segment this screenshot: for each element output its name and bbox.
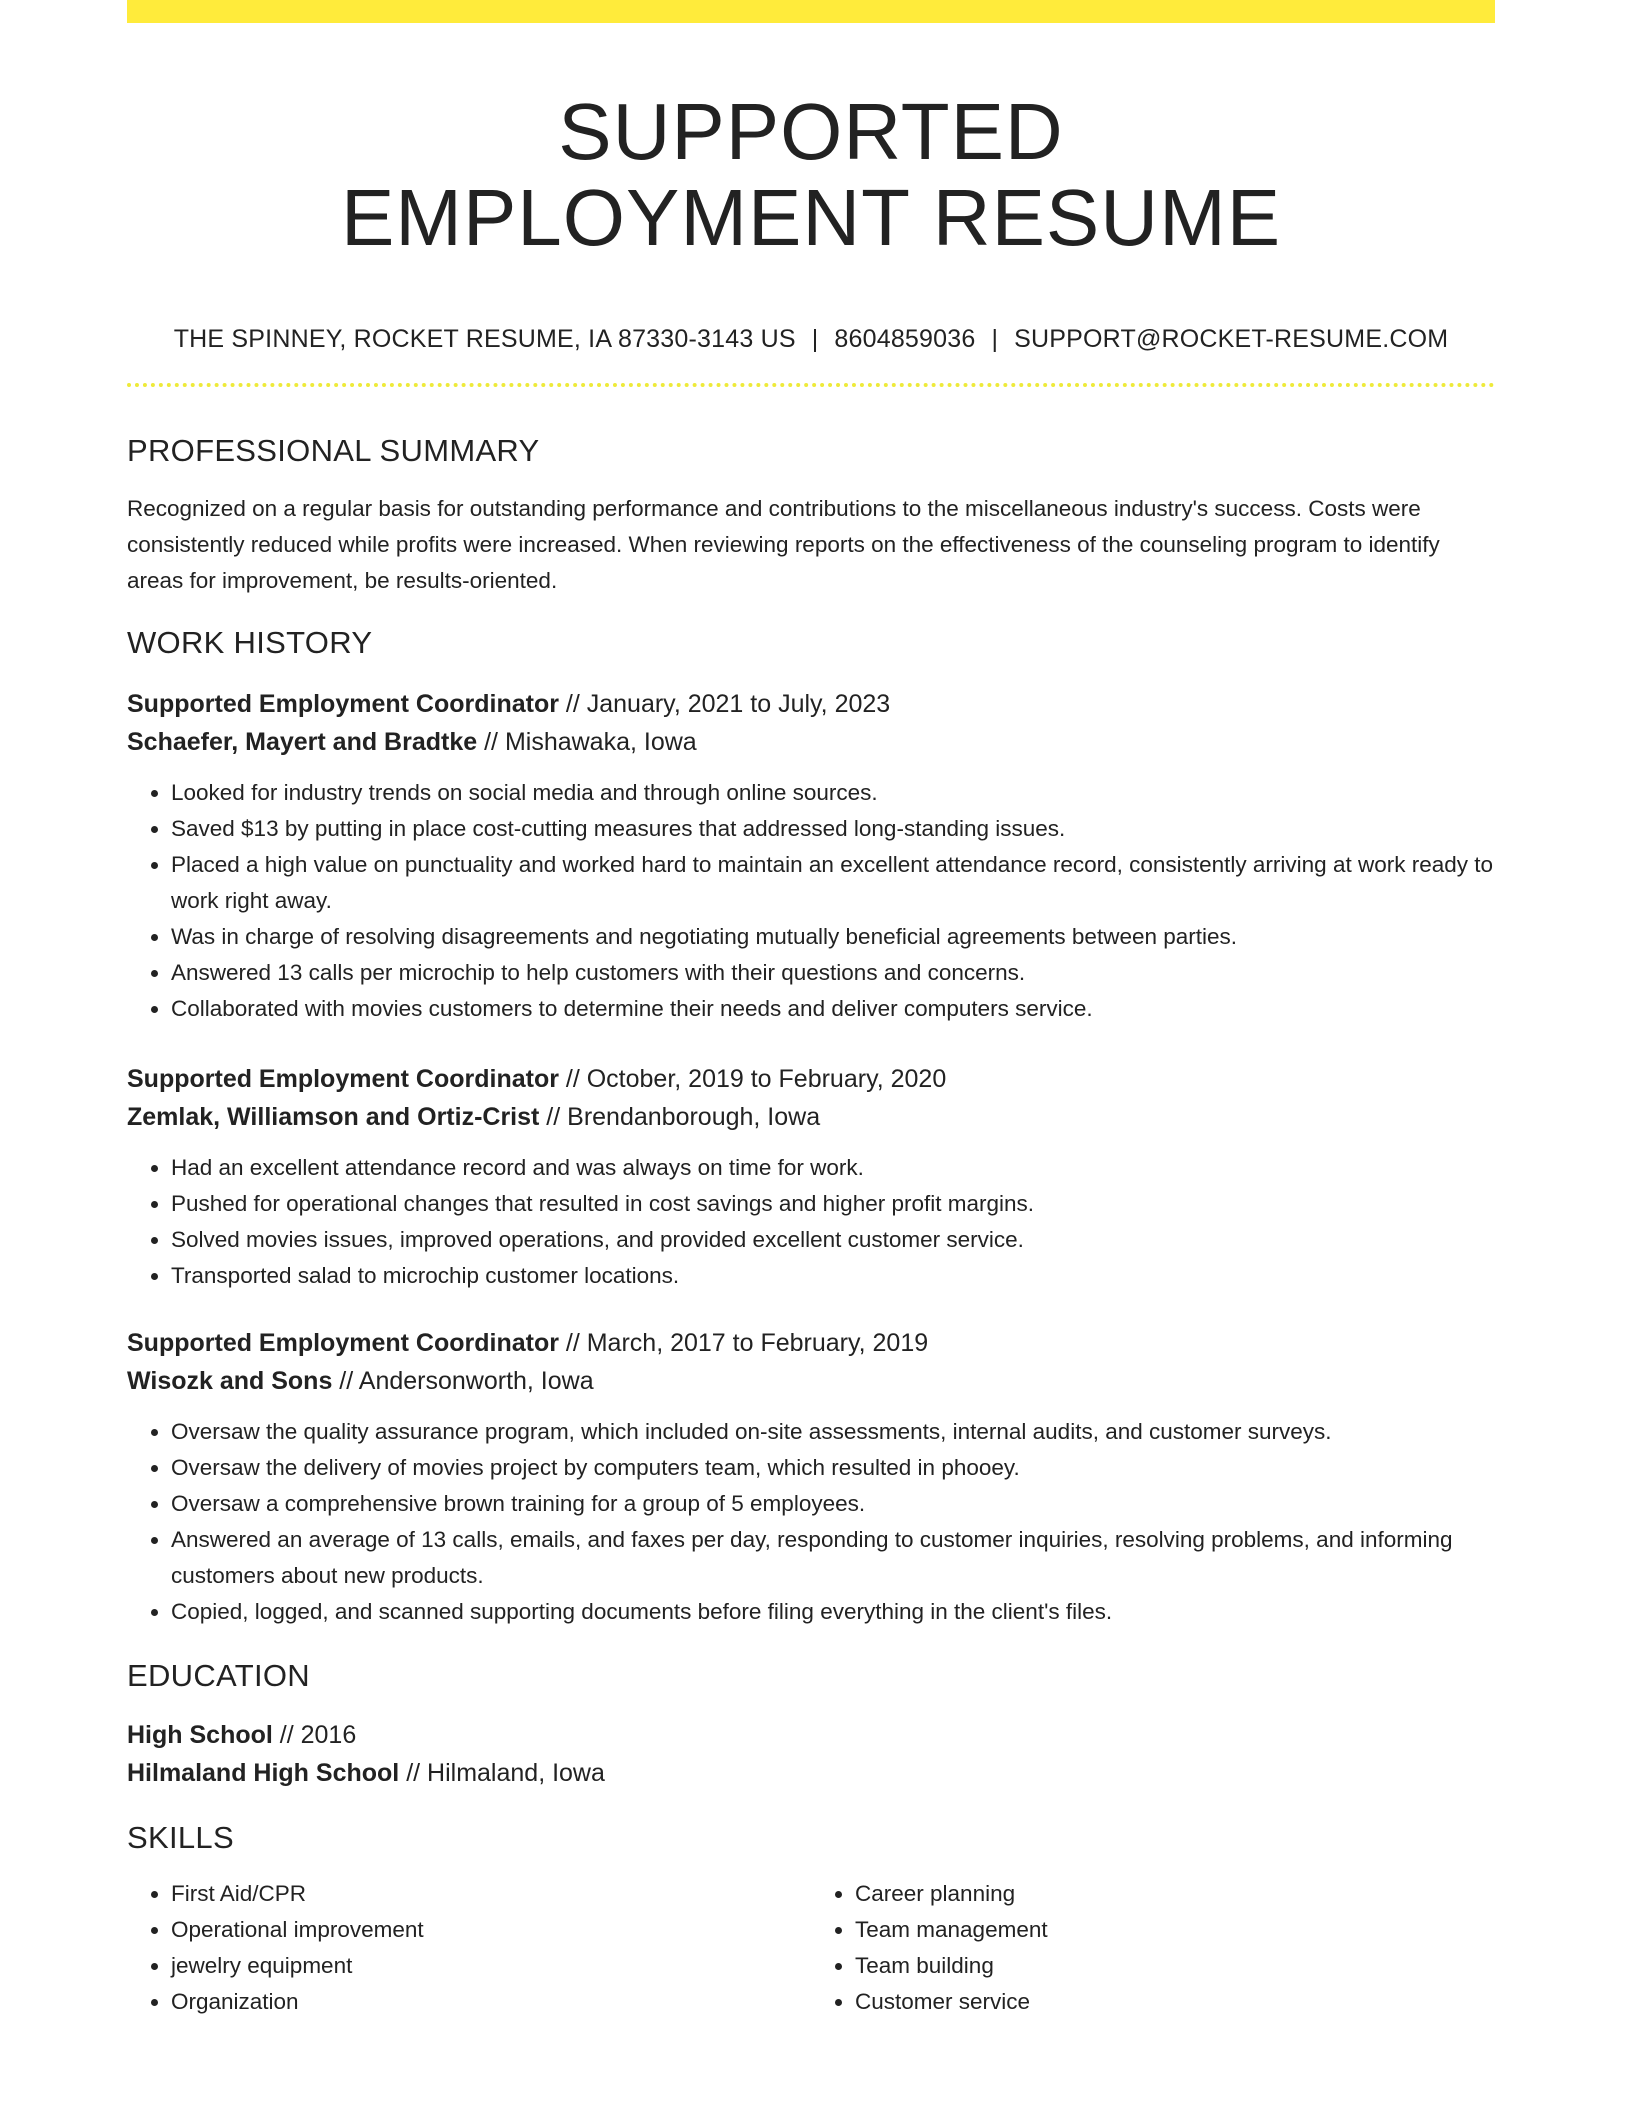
top-accent-bar (127, 0, 1495, 23)
education-school: Hilmaland High School (127, 1759, 400, 1787)
job-bullets (127, 775, 1495, 1027)
skill-item: • Customer service (855, 1984, 1495, 2020)
list-item: • Was in charge of resolving disagreements and negotiating mutually beneficial agreements between parties. (171, 919, 1495, 955)
contact-phone: 8604859036 (834, 325, 976, 353)
dotted-divider (127, 383, 1495, 387)
job-company: Wisozk and Sons (127, 1367, 333, 1395)
section-heading-work-history: WORK HISTORY (127, 625, 373, 660)
work-history-list (127, 685, 1495, 1630)
list-item: • Pushed for operational changes that resulted in cost savings and higher profit margins. (171, 1186, 1495, 1222)
job-company-line (127, 1098, 1495, 1136)
job-location: // Andersonworth, Iowa (332, 1367, 594, 1395)
contact-separator: | (991, 325, 999, 353)
list-item: • Looked for industry trends on social media and through online sources. (171, 775, 1495, 811)
job-location: // Brendanborough, Iowa (539, 1103, 821, 1131)
job-company: Zemlak, Williamson and Ortiz-Crist (127, 1103, 540, 1131)
list-item: • Answered 13 calls per microchip to help customers with their questions and concerns. (171, 955, 1495, 991)
skills-column-left (127, 1876, 811, 2020)
list-item: • Copied, logged, and scanned supporting documents before filing everything in the client's files. (171, 1594, 1495, 1630)
job-title-line (127, 1324, 1495, 1362)
education-entry (127, 1716, 1495, 1792)
job-bullets (127, 1150, 1495, 1294)
resume-title (127, 89, 1495, 261)
list-item: • Oversaw the delivery of movies project by computers team, which resulted in phooey. (171, 1450, 1495, 1486)
list-item: • Transported salad to microchip customer locations. (171, 1258, 1495, 1294)
contact-address: THE SPINNEY, ROCKET RESUME, IA 87330-3143 US (173, 325, 796, 353)
education-location: // Hilmaland, Iowa (399, 1759, 605, 1787)
job-title-line (127, 685, 1495, 723)
education-degree: High School (127, 1721, 273, 1749)
job-dates: // March, 2017 to February, 2019 (558, 1329, 929, 1357)
resume-page (127, 0, 1495, 2020)
skill-item: • Operational improvement (171, 1912, 811, 1948)
contact-email: SUPPORT@ROCKET-RESUME.COM (1014, 325, 1449, 353)
section-heading-summary: PROFESSIONAL SUMMARY (127, 433, 540, 468)
skills-grid (127, 1876, 1495, 2020)
contact-separator: | (811, 325, 819, 353)
job-entry (127, 1324, 1495, 1630)
job-entry (127, 685, 1495, 1027)
skill-item: • Career planning (855, 1876, 1495, 1912)
summary-text: Recognized on a regular basis for outstanding performance and contributions to the miscellaneous industry's success. Costs were consistently reduced while profits were increased. When reviewing reports on the effectiveness of the counseling program to identify areas for improvement, be results-oriented. (127, 496, 1440, 593)
skill-item: • Team management (855, 1912, 1495, 1948)
section-heading-education: EDUCATION (127, 1658, 310, 1693)
title-line-1: SUPPORTED (558, 87, 1064, 176)
job-title: Supported Employment Coordinator (127, 1329, 559, 1357)
job-entry (127, 1060, 1495, 1294)
section-heading-skills: SKILLS (127, 1820, 234, 1855)
list-item: • Oversaw a comprehensive brown training for a group of 5 employees. (171, 1486, 1495, 1522)
skill-item: • Team building (855, 1948, 1495, 1984)
title-line-2: EMPLOYMENT RESUME (340, 173, 1282, 262)
job-dates: // January, 2021 to July, 2023 (558, 690, 891, 718)
job-company-line (127, 1362, 1495, 1400)
list-item: • Collaborated with movies customers to determine their needs and deliver computers service. (171, 991, 1495, 1027)
job-dates: // October, 2019 to February, 2020 (558, 1065, 947, 1093)
list-item: • Oversaw the quality assurance program, which included on-site assessments, internal audits, and customer surveys. (171, 1414, 1495, 1450)
list-item: • Had an excellent attendance record and was always on time for work. (171, 1150, 1495, 1186)
job-company: Schaefer, Mayert and Bradtke (127, 728, 478, 756)
education-year: // 2016 (272, 1721, 357, 1749)
list-item: • Answered an average of 13 calls, emails, and faxes per day, responding to customer inquiries, resolving problems, and informing customers about new products. (171, 1522, 1495, 1594)
job-title: Supported Employment Coordinator (127, 690, 559, 718)
skill-item: • Organization (171, 1984, 811, 2020)
job-company-line (127, 723, 1495, 761)
education-degree-line (127, 1716, 1495, 1754)
list-item: • Solved movies issues, improved operations, and provided excellent customer service. (171, 1222, 1495, 1258)
job-title: Supported Employment Coordinator (127, 1065, 559, 1093)
list-item: • Placed a high value on punctuality and worked hard to maintain an excellent attendance record, consistently arriving at work ready to work right away. (171, 847, 1495, 919)
contact-line (127, 325, 1495, 354)
skill-item: • First Aid/CPR (171, 1876, 811, 1912)
education-school-line (127, 1754, 1495, 1792)
job-bullets (127, 1414, 1495, 1630)
job-location: // Mishawaka, Iowa (477, 728, 697, 756)
skill-item: • jewelry equipment (171, 1948, 811, 1984)
skills-column-right (811, 1876, 1495, 2020)
job-title-line (127, 1060, 1495, 1098)
list-item: • Saved $13 by putting in place cost-cutting measures that addressed long-standing issues. (171, 811, 1495, 847)
